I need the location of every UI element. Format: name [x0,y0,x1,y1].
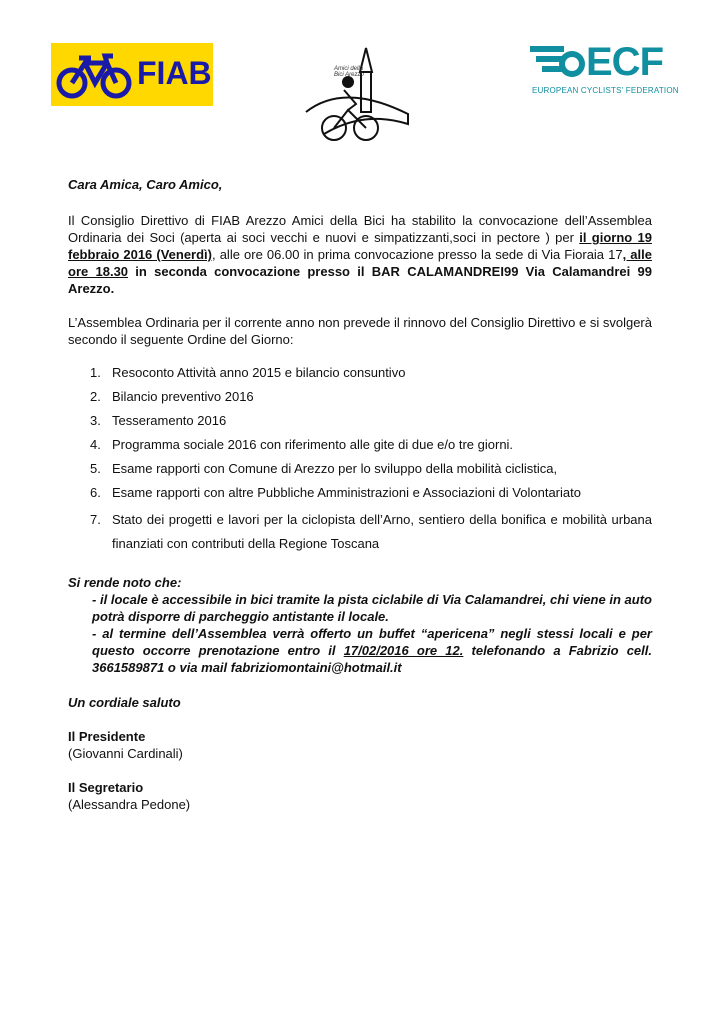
para1-text-b: , alle ore 06.00 in prima convocazione presso la sede di Via Fioraia 17 [212,247,623,262]
convocation-paragraph [68,212,652,297]
meeting-date: il giorno 19 febbraio 2016 (Venerdì) [68,230,652,262]
agenda-item: 2. Bilancio preventivo 2016 [90,389,254,404]
president-title: Il Presidente [68,729,146,744]
booking-deadline: 17/02/2016 ore 12. [343,643,464,658]
amici-della-bici-logo [304,42,410,146]
agenda-item: 3. Tesseramento 2016 [90,413,227,428]
fiab-logo [51,43,213,106]
agenda-item: 4. Programma sociale 2016 con riferimento alle gite di due e/o tre giorni. [90,437,514,452]
ecf-logo-text: ECF [586,40,663,84]
meeting-time: , alle ore 18.30 [68,247,652,279]
secretary-name: (Alessandra Pedone) [68,797,191,812]
amici-logo-text: Amici della Bici Arezzo [334,66,364,78]
agenda-list [68,364,652,556]
para1-text-c: in seconda convocazione presso il BAR CALAMANDREI99 Via Calamandrei 99 Arezzo. [68,264,652,296]
cyclist-bell-tower-icon [304,42,410,146]
agenda-intro: L’Assemblea Ordinaria per il corrente anno non prevede il rinnovo del Consiglio Direttivo e si svolgerà secondo il seguente Ordine del Giorno: [68,315,652,347]
note-access: - il locale è accessibile in bici tramite la pista ciclabile di Via Calamandrei, chi viene in auto potrà disporre di parcheggio antistante il locale. [92,592,652,624]
ecf-wing-icon [528,44,586,84]
agenda-item: 7. Stato dei progetti e lavori per la ciclopista dell’Arno, sentiero della bonifica e mobilità urbana finanziati con contributi della Regione Toscana [90,512,652,551]
fiab-logo-text: FIAB [137,55,212,91]
greeting: Cara Amica, Caro Amico, [68,177,223,192]
note-buffet: - al termine dell’Assemblea verrà offerto un buffet “apericena” negli stessi locali e per questo occorre prenotazione entro il 17/02/2016 ore 12. telefonando a Fabrizio cell. 3661589871 o via mail fabriziomontaini@hotmail.it [92,626,652,675]
ecf-logo [528,40,680,100]
para1-text-a: Il Consiglio Direttivo di FIAB Arezzo Amici della Bici ha stabilito la convocazione dell’Assemblea Ordinaria dei Soci (aperta ai soci vecchi e nuovi e simpatizzanti,soci in pectore ) per [68,213,652,245]
agenda-item: 1. Resoconto Attività anno 2015 e bilancio consuntivo [90,365,406,380]
agenda-item: 6. Esame rapporti con altre Pubbliche Amministrazioni e Associazioni di Volontariato [90,485,581,500]
ecf-logo-subtitle: EUROPEAN CYCLISTS' FEDERATION [532,86,679,95]
notes-section [68,574,652,676]
notes-title: Si rende noto che: [68,575,182,590]
president-name: (Giovanni Cardinali) [68,746,183,761]
secretary-title: Il Segretario [68,780,144,795]
bicycle-icon [55,49,135,101]
closing: Un cordiale saluto [68,695,181,710]
letter-body [68,176,652,813]
agenda-item: 5. Esame rapporti con Comune di Arezzo per lo sviluppo della mobilità ciclistica, [90,461,558,476]
